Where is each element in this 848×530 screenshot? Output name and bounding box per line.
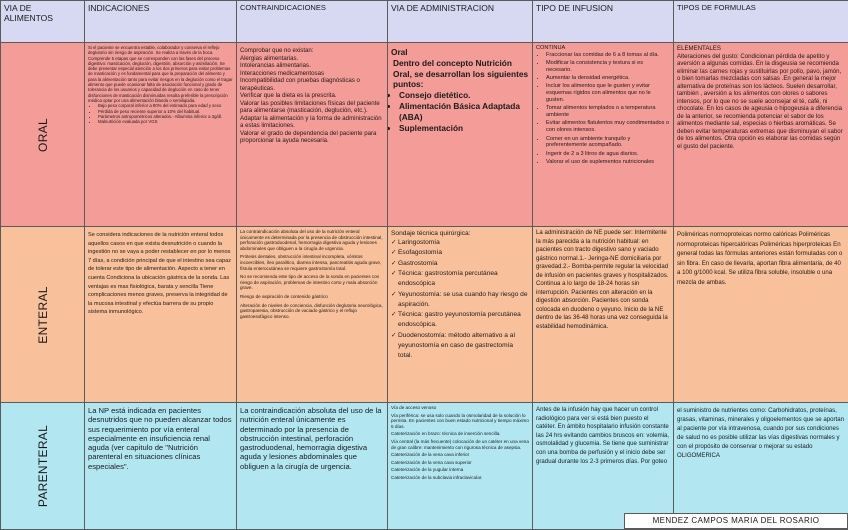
oral-indicaciones-list — [88, 103, 233, 124]
oral-via-cell — [388, 43, 533, 227]
row-enteral — [1, 227, 848, 403]
parenteral-indicaciones-text: La NP está indicada en pacientes desnutridos que no pueden alcanzar todos sus requerimiento por vía enteral especialmente en insuficiencia renal aguda (ver capitulo de "Nutrición parenteral en situaciones clínicas especiales". — [88, 406, 233, 471]
row-parenteral — [1, 403, 848, 530]
parenteral-contraindicaciones-cell — [237, 403, 388, 530]
header-tipo-infusion: TIPO DE INFUSION — [533, 1, 674, 43]
header-row — [1, 1, 848, 43]
oral-via-list — [391, 90, 529, 133]
list-item: Cateterización de la vena cava inferior — [391, 452, 529, 458]
list-item: ✓ Gastrostomía — [391, 259, 529, 269]
oral-formulas-text: Alteraciones del gusto: Condicionan pérdida de apetito y aversión a algunas comidas. En la disgeusia se recomienda eliminar las carnes rojas y sustituirlas por pollo, pavo, jamón, o bien tomarlas mezcladas con salsas .En general la mejor alternativa de proteínas son los lácteos. Suelen desarrollar, también , aversión a los alimentos con olores o sabores intensos, por lo que no se suele aconsejar el té, café, ni chocolate. En los casos de ageusia o hipogeusia a diferencia de la anterior, se recomienda potenciar el sabor de los alimentos mediante sal, especias o hierbas aromáticas. Se deben evitar temperaturas extremas que disminuyan el sabor de los alimentos. Otra opción es elaborar las comidas según el gusto del paciente. — [677, 53, 845, 151]
enteral-infusion-text: La administración de NE puede ser: Intermitente la más parecida a la nutrición habitual: en pacientes con tracto digestivo sano y vaciado gástrico normal.1.- Jeringa-NE domiciliaria por gravedad.2.- Bomba-permite regular la velocidad de infusión en pacientes graves y hospitalizados. Continua a lo largo de 18-24 horas sin interrupción. Pacientes con alteración en la digestión absorción. Pacientes con sonda colocada en duodeno o yeyuno. Inicio de la NE dentro de las 36-48 horas una vez conseguida la estabilidad hemodinámica. — [536, 229, 670, 331]
row-label-enteral: ENTERAL — [36, 286, 50, 343]
list-item: Alteración de niveles de conciencia, disfunción deglutoria neurológica, gastroparesia, obstrucción de vaciado gástrico y el reflujo gastroesofágico intenso. — [240, 303, 384, 320]
row-label-oral: ORAL — [36, 118, 50, 152]
list-item: Cateterización de la vena cava superior — [391, 460, 529, 466]
oral-formulas-title: ELEMENTALES — [677, 45, 845, 53]
list-item: • Modificar la consistencia y textura si es necesario. — [546, 60, 670, 74]
enteral-indicaciones-cell — [85, 227, 237, 403]
oral-infusion-cell — [533, 43, 674, 227]
list-item: • Valorar el uso de suplementos nutricionales — [546, 159, 670, 166]
list-item: Interacciones medicamentosas — [240, 70, 384, 78]
enteral-via-title: Sondaje técnica quirúrgica: — [391, 230, 529, 238]
list-item: • Alimentación Básica Adaptada (ABA) — [399, 101, 529, 123]
enteral-indicaciones-text: Se considera indicaciones de la nutrición enteral todos aquellos casos en que exista desnutrición o cuando la ingestión no se vaya a poder restablecer en por lo menos 7 días, a condición principal de que el intestino sea capaz de tolerar este tipo de alimentación. Aspecto a tener en cuenta Condiciona la ubicación gástrica de la sonda. Las ventajas es mas fisiológica, barata y sencilla Tiene complicaciones menos graves, preserva la integridad de la mucosa intestinal y efectúa barrera de su propio sistema inmunológico. — [88, 231, 233, 317]
list-item: Riesgo de aspiración de contenido gástrico — [240, 294, 384, 300]
list-item: • Pérdida de peso reciente superior a 10% del habitual. — [98, 109, 233, 114]
list-item: ✓ Técnica: gastrostomía percutánea endoscópica — [391, 269, 529, 290]
oral-contraindicaciones-cell — [237, 43, 388, 227]
list-item: Verificar que la dieta es la prescrita. — [240, 92, 384, 100]
list-item: Adaptar la alimentación y la forma de administración a estas limitaciones. — [240, 115, 384, 130]
list-item: Comprobar que no existan: — [240, 47, 384, 55]
list-item: ✓ Duodenostomía: método alternativo a al yeyunostomía en caso de gastrectomía total. — [391, 331, 529, 362]
parenteral-indicaciones-cell — [85, 403, 237, 530]
list-item: Cateterización de la subclavia infraclavicular. — [391, 475, 529, 481]
oral-infusion-list — [536, 52, 670, 166]
header-via-alimentos: VIA DE ALIMENTOS — [1, 1, 85, 43]
list-item: • Evitar alimentos flatulentos muy condimentados o con olores intensos. — [546, 120, 670, 134]
oral-indicaciones-cell — [85, 43, 237, 227]
list-item: • Fraccionar las comidas de 6 a 8 tomas al día. — [546, 52, 670, 59]
parenteral-via-cell — [388, 403, 533, 530]
row-label-parenteral: PARENTERAL — [36, 425, 50, 507]
enteral-label-cell — [1, 227, 85, 403]
list-item: ✓ Laringostomía — [391, 238, 529, 248]
header-via-administracion: VIA DE ADMINISTRACION — [388, 1, 533, 43]
parenteral-infusion-cell — [533, 403, 674, 530]
list-item: • Suplementación — [399, 123, 529, 134]
list-item: Vía periférica: se usa solo cuando la osmolaridad de la solución lo permita. En pacientes con buen estado nutricional y tiempo máximo 5 días. — [391, 413, 529, 430]
list-item: • Parámetros antropométricos alterados.- Albumina inferior a 3g/dl. — [98, 114, 233, 119]
list-item: • Tomar alimentos templados o a temperatura ambiente — [546, 105, 670, 119]
list-item: ✓ Yeyunostomía: se usa cuando hay riesgo de aspiración. — [391, 290, 529, 311]
enteral-infusion-cell — [533, 227, 674, 403]
enteral-via-cell — [388, 227, 533, 403]
parenteral-infusion-text: Antes de la infusión hay que hacer un control radiológico para ver si está bien puesto el catéter. En ámbito hospitalario infusión constante las 24 hrs evitando cambios bruscos en: volemia, osmolalidad y glucemia. Se tiene que suministrar con una bomba de perfusión y el inicio debe ser gradual durante los 2-3 primeros días. Por goteo — [536, 406, 670, 466]
parenteral-label-cell — [1, 403, 85, 530]
parenteral-formulas-text: el suministro de nutrientes como: Carbohidratos, proteínas, grasas, vitaminas, minerales y oligoelementos que se aportan al paciente por vía intravenosa, cuando por sus condiciones de salud no es posible utilizar las vías digestivas normales y con el propósito de conservar o mejorar su estado OLIGOMERICA — [677, 406, 845, 460]
parenteral-formulas-cell — [674, 403, 848, 530]
list-item: Alergias alimentarias. — [240, 55, 384, 63]
enteral-via-list — [391, 238, 529, 362]
list-item: • Malnutrición evaluada por VGS — [98, 119, 233, 124]
oral-contraindicaciones-list — [240, 47, 384, 145]
parenteral-contraindicaciones-text: La contraindicación absoluta del uso de la nutrición enteral únicamente es determinado por la presencia de obstrucción intestinal, perforación gastroduodenal, hemorragia digestiva aguda y lesiones abdominales que obliguen a la cirugía de urgencia. — [240, 406, 384, 471]
list-item: Cateterización en brazo: técnica de inserción sencilla. — [391, 431, 529, 437]
oral-indicaciones-text: Si el paciente se encuentra estable, colaborador y conserva el reflejo deglutorio sin riesgo de aspiración. Se realiza a través de la boca. Comprende 5 etapas que se corresponden con las fases del proceso digestivo: masticación, deglución, digestión, absorción y asimilación. Se debe presentar especial atención a los dos primeros para evitar problemas de masticación y es fundamental para que la preparación del alimento y para la alimentación tanto para evitar riesgos en la deglución como el tragar alimento que puede ocasionar falta de asociación funcional y grado de tolerancia de los usuarios y capacidad de deglución en caso de tener disfunciones de masticación disminuidas resulta preferible la prescripción médica optar por una alimentación blanda o semiliquida. — [88, 45, 233, 103]
header-indicaciones: INDICACIONES — [85, 1, 237, 43]
list-item: Vía central (la más frecuente) colocación de un catéter en una vena de gran calibre: mantenimiento con rigurosa técnica de asepsia. — [391, 439, 529, 450]
enteral-contraindicaciones-list — [240, 229, 384, 319]
oral-via-intro: Oral — [391, 47, 529, 58]
oral-infusion-title: CONTINUA — [536, 45, 670, 52]
list-item: • Consejo dietético. — [399, 90, 529, 101]
list-item: • Ingerir de 2 a 3 litros de agua diarios. — [546, 151, 670, 158]
enteral-contraindicaciones-cell — [237, 227, 388, 403]
list-item: • Comer en un ambiente tranquilo y preferentemente acompañado. — [546, 136, 670, 150]
list-item: Valorar el grado de dependencia del paciente para proporcionar la ayuda necesaria. — [240, 130, 384, 145]
enteral-formulas-text: Poliméricas normoproteicas normo calóricas Poliméricas normoproteicas hipercalóricas Poliméricas hiperproteicas En general todas las fórmulas anteriores están formuladas con o sin fibra. En caso de llevarla, aportan fibra alimentaria, de 40 a 100 g/1000 kcal. Se utiliza fibra soluble, insoluble o una mezcla de ambas. — [677, 230, 845, 288]
parenteral-via-list — [391, 405, 529, 481]
list-item: Cateterización de la yugular interna — [391, 467, 529, 473]
row-oral — [1, 43, 848, 227]
list-item: La contraindicación absoluta del uso de la nutrición enteral únicamente es determinada por la presencia de obstrucción intestinal, perforación gastroduodenal, hemorragia digestiva aguda y lesiones abdominales que obliguen a la cirugía de urgencia. — [240, 229, 384, 251]
list-item: ✓ Técnica: gastro yeyunostomía percutánea endoscópica. — [391, 310, 529, 331]
list-item: • Incluir los alimentos que le gusten y evitar esquemas rígidos con alimentos que no le gusten. — [546, 83, 670, 103]
list-item: • Bajo peso corporal inferior a 80% del estimado para edad y sexo — [98, 103, 233, 108]
list-item: Prótesis dentales, obstrucción intestinal incompleta, vómitos incoercibles, íleo paralítico, diarrea intensa, pancreatitis aguda grave, fístula enterocutánea se requiere gastrostomía total. — [240, 254, 384, 271]
list-item: No se recomienda este tipo de acceso de la sonda en pacientes con riesgo de aspiración, problemas de intestino corto y mala absorción grave. — [240, 274, 384, 291]
list-item: Valorar las posibles limitaciones físicas del paciente para alimentarse (masticación, deglución, etc.). — [240, 100, 384, 115]
header-contraindicaciones: CONTRAINDICACIONES — [237, 1, 388, 43]
oral-formulas-cell — [674, 43, 848, 227]
list-item: Incompatibilidad con pruebas diagnósticas o terapéuticas. — [240, 77, 384, 92]
list-item: Intolerancias alimentarias. — [240, 62, 384, 70]
list-item: Vía de acceso venoso — [391, 405, 529, 411]
list-item: • Aumentar la densidad energética. — [546, 75, 670, 82]
enteral-formulas-cell — [674, 227, 848, 403]
header-tipos-formulas: TIPOS DE FORMULAS — [674, 1, 848, 43]
oral-via-concept: Dentro del concepto Nutrición Oral, se desarrollan los siguientes puntos: — [391, 58, 529, 90]
list-item: ✓ Esofagostomía — [391, 248, 529, 258]
author-name: MENDEZ CAMPOS MARIA DEL ROSARIO — [624, 513, 848, 529]
oral-label-cell — [1, 43, 85, 227]
